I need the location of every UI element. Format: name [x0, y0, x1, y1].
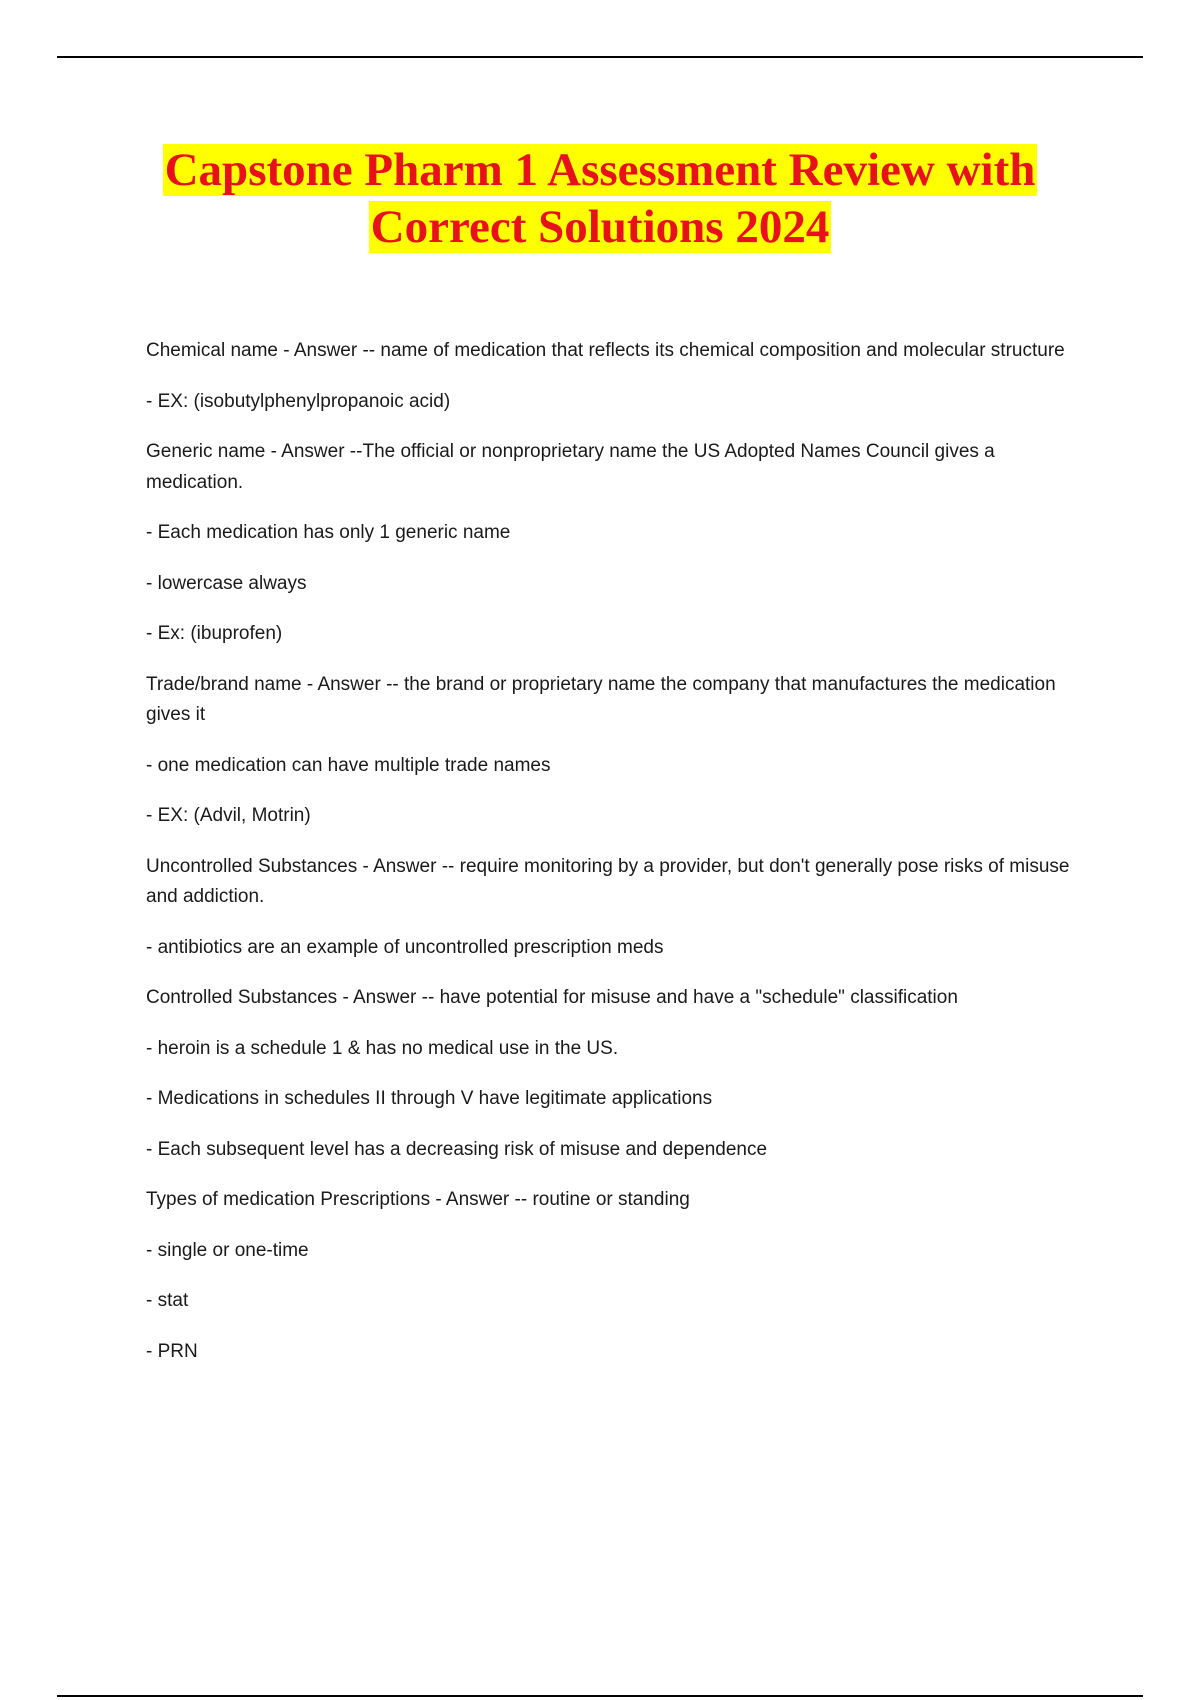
paragraph: - EX: (Advil, Motrin)	[146, 805, 311, 826]
paragraph: - Ex: (ibuprofen)	[146, 623, 283, 644]
top-rule	[57, 56, 1143, 58]
paragraph: - Each medication has only 1 generic name	[146, 522, 511, 543]
paragraph: - heroin is a schedule 1 & has no medical use in the US.	[146, 1037, 619, 1059]
document-title	[100, 142, 1100, 256]
paragraph: - antibiotics are an example of uncontrolled prescription meds	[146, 936, 664, 958]
paragraph: Generic name - Answer --The official or nonproprietary name the US Adopted Names Council gives a medication.	[146, 441, 995, 493]
paragraph: - lowercase always	[146, 572, 307, 594]
title-line-1: Capstone Pharm 1 Assessment Review with	[164, 144, 1036, 196]
paragraph: - Each subsequent level has a decreasing risk of misuse and dependence	[146, 1138, 768, 1160]
paragraph: - PRN	[146, 1340, 198, 1362]
paragraph: Chemical name - Answer -- name of medication that reflects its chemical composition and molecular structure	[146, 340, 1065, 361]
paragraph: - one medication can have multiple trade names	[146, 754, 551, 776]
paragraph: Trade/brand name - Answer -- the brand or proprietary name the company that manufactures the medication gives it	[146, 673, 1056, 725]
bottom-rule	[57, 1695, 1143, 1697]
title-line-2: Correct Solutions 2024	[370, 201, 830, 253]
paragraph: - stat	[146, 1290, 189, 1311]
paragraph: - Medications in schedules II through V have legitimate applications	[146, 1088, 713, 1109]
paragraph: - EX: (isobutylphenylpropanoic acid)	[146, 390, 451, 412]
document-body	[146, 336, 1076, 1387]
paragraph: Uncontrolled Substances - Answer -- require monitoring by a provider, but don't generally pose risks of misuse and addiction.	[146, 855, 1070, 907]
paragraph: Controlled Substances - Answer -- have potential for misuse and have a "schedule" classification	[146, 987, 958, 1008]
paragraph: Types of medication Prescriptions - Answer -- routine or standing	[146, 1189, 690, 1210]
paragraph: - single or one-time	[146, 1239, 309, 1261]
